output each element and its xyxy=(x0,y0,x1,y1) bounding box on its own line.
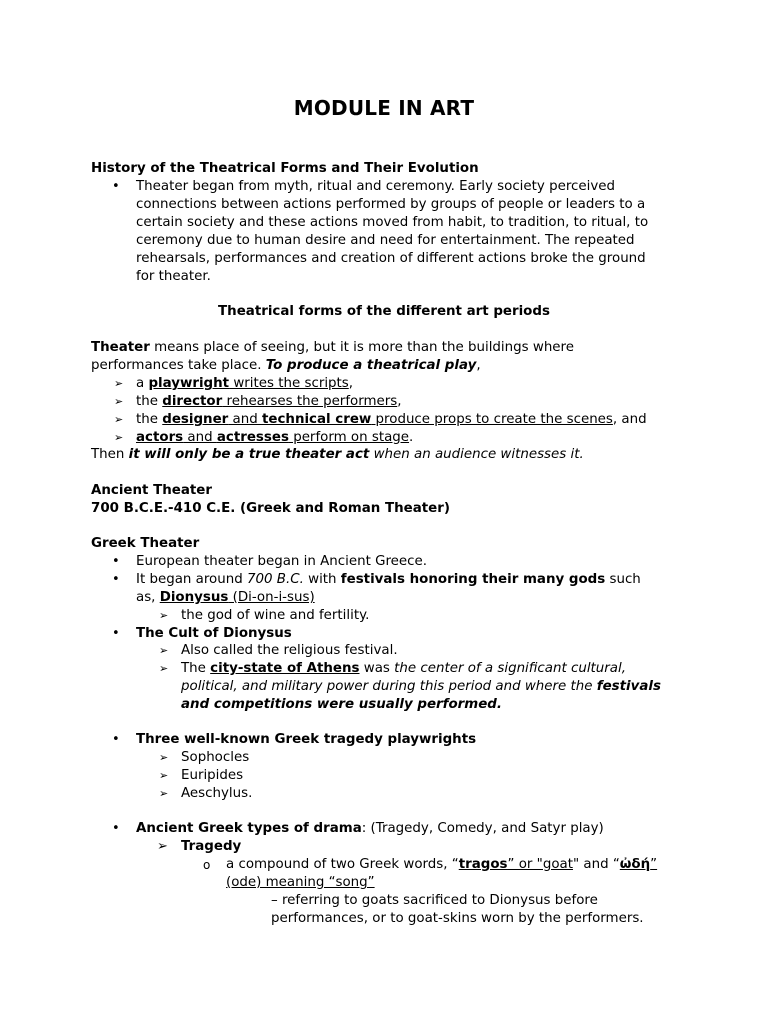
cult-item: Also called the religious festival. xyxy=(181,643,398,658)
history-line: connections between actions performed by groups of people or leaders to a xyxy=(136,197,646,212)
cult-heading: The Cult of Dionysus xyxy=(136,626,292,641)
role-name: actresses xyxy=(216,430,289,445)
punct: , xyxy=(397,394,402,409)
role-name: director xyxy=(162,394,223,409)
cult-emphasis: and competitions were usually performed. xyxy=(181,697,502,712)
bullet-icon: • xyxy=(112,179,120,194)
cult-text: The xyxy=(181,661,211,676)
role-desc: produce props to create the scenes xyxy=(371,412,613,427)
page-title: MODULE IN ART xyxy=(293,96,475,120)
goat-word: ” or "goat xyxy=(507,857,573,872)
tragedy-note: – referring to goats sacrificed to Dionysus before xyxy=(271,893,598,908)
punct: , and xyxy=(612,412,647,427)
role-item xyxy=(136,429,413,447)
arrow-icon: ➢ xyxy=(159,751,169,764)
quote-mark: ” xyxy=(650,857,658,872)
role-item xyxy=(136,393,402,411)
bullet-icon: • xyxy=(112,821,120,836)
role-desc: writes the scripts xyxy=(229,376,349,391)
theater-text: performances take place. xyxy=(91,358,266,373)
role-name: playwright xyxy=(148,376,230,391)
bullet-icon: • xyxy=(112,572,120,587)
greek-item xyxy=(136,571,641,589)
ode-meaning: (ode) meaning “song” xyxy=(226,875,375,890)
arrow-icon: ➢ xyxy=(159,662,169,675)
then-emphasis: it will only be a true theater act xyxy=(128,447,370,462)
bullet-icon: • xyxy=(112,554,120,569)
history-heading: History of the Theatrical Forms and Their Evolution xyxy=(91,161,479,176)
ancient-heading: Ancient Theater xyxy=(91,483,212,498)
arrow-icon: ➢ xyxy=(159,769,169,782)
tragedy-text: a compound of two Greek words, “ xyxy=(226,857,459,872)
dionysus-name: Dionysus xyxy=(159,590,229,605)
role-text: the xyxy=(136,412,163,427)
history-line: Theater began from myth, ritual and ceremony. Early society perceived xyxy=(136,179,616,194)
greek-item-cont xyxy=(136,589,315,607)
punct: , xyxy=(348,376,354,391)
greek-subitem: the god of wine and fertility. xyxy=(181,608,370,623)
arrow-icon: ➢ xyxy=(114,395,124,408)
forms-heading: Theatrical forms of the different art periods xyxy=(218,304,550,319)
circle-bullet-icon: o xyxy=(203,858,211,872)
playwright-item: Sophocles xyxy=(181,750,250,765)
athens-name: city-state of Athens xyxy=(210,661,360,676)
history-line: for theater. xyxy=(136,269,211,284)
role-desc: and xyxy=(183,430,217,445)
arrow-icon: ➢ xyxy=(157,839,168,854)
role-item xyxy=(136,375,353,393)
cult-italic: the center of a significant cultural, xyxy=(394,661,626,676)
bullet-icon: • xyxy=(112,626,120,641)
role-text: a xyxy=(136,376,149,391)
role-item xyxy=(136,411,647,429)
role-desc: perform on stage xyxy=(288,430,410,445)
greek-festivals: festivals honoring their many gods xyxy=(340,572,606,587)
dionysus-pron: (Di-on-i-sus) xyxy=(228,590,315,605)
greek-text: It began around xyxy=(136,572,247,587)
punct: , xyxy=(476,358,481,373)
tragedy-heading: Tragedy xyxy=(181,839,242,854)
arrow-icon: ➢ xyxy=(114,377,124,390)
drama-heading xyxy=(136,820,604,838)
role-name: designer xyxy=(162,412,229,427)
role-desc: and xyxy=(228,412,262,427)
cult-item-cont xyxy=(181,678,661,696)
tragedy-note: performances, or to goat-skins worn by the performers. xyxy=(271,911,644,926)
tragedy-def xyxy=(226,856,657,874)
role-name: technical crew xyxy=(261,412,372,427)
greek-heading: Greek Theater xyxy=(91,536,200,551)
playwrights-heading: Three well-known Greek tragedy playwrights xyxy=(136,732,477,747)
role-name: actors xyxy=(136,430,184,445)
tragedy-def-cont xyxy=(226,874,375,892)
playwright-item: Aeschylus. xyxy=(181,786,253,801)
ancient-dates: 700 B.C.E.-410 C.E. (Greek and Roman Theater) xyxy=(91,501,450,516)
arrow-icon: ➢ xyxy=(159,644,169,657)
cult-item-cont xyxy=(181,696,502,714)
drama-title: Ancient Greek types of drama xyxy=(136,821,362,836)
produce-emphasis: To produce a theatrical play xyxy=(265,358,477,373)
then-line xyxy=(91,446,584,464)
greek-text: with xyxy=(303,572,341,587)
playwright-item: Euripides xyxy=(181,768,244,783)
cult-italic: political, and military power during this period and where the xyxy=(181,679,597,694)
theater-paragraph-line xyxy=(91,339,574,357)
greek-text: such xyxy=(605,572,641,587)
cult-item xyxy=(181,660,626,678)
theater-paragraph-line xyxy=(91,357,481,375)
tragedy-text: " and “ xyxy=(572,857,620,872)
greek-text: as, xyxy=(136,590,160,605)
role-text: the xyxy=(136,394,163,409)
cult-text: was xyxy=(359,661,395,676)
drama-types: : (Tragedy, Comedy, and Satyr play) xyxy=(361,821,604,836)
role-desc: rehearses the performers xyxy=(222,394,398,409)
history-line: rehearsals, performances and creation of different actions broke the ground xyxy=(136,251,646,266)
punct: . xyxy=(409,430,414,445)
history-line: certain society and these actions moved from habit, to tradition, to ritual, to xyxy=(136,215,649,230)
greek-item: European theater began in Ancient Greece. xyxy=(136,554,428,569)
arrow-icon: ➢ xyxy=(114,413,124,426)
bullet-icon: • xyxy=(112,732,120,747)
theater-term: Theater xyxy=(91,340,150,355)
then-italic: when an audience witnesses it. xyxy=(369,447,584,462)
then-text: Then xyxy=(91,447,129,462)
theater-text: means place of seeing, but it is more than the buildings where xyxy=(149,340,574,355)
cult-emphasis: festivals xyxy=(596,679,661,694)
ode-word: ὠδή xyxy=(619,857,651,872)
tragos-word: tragos xyxy=(458,857,508,872)
history-line: ceremony due to human desire and need for entertainment. The repeated xyxy=(136,233,635,248)
arrow-icon: ➢ xyxy=(114,431,124,444)
greek-date: 700 B.C. xyxy=(246,572,304,587)
arrow-icon: ➢ xyxy=(159,787,169,800)
arrow-icon: ➢ xyxy=(159,609,169,622)
